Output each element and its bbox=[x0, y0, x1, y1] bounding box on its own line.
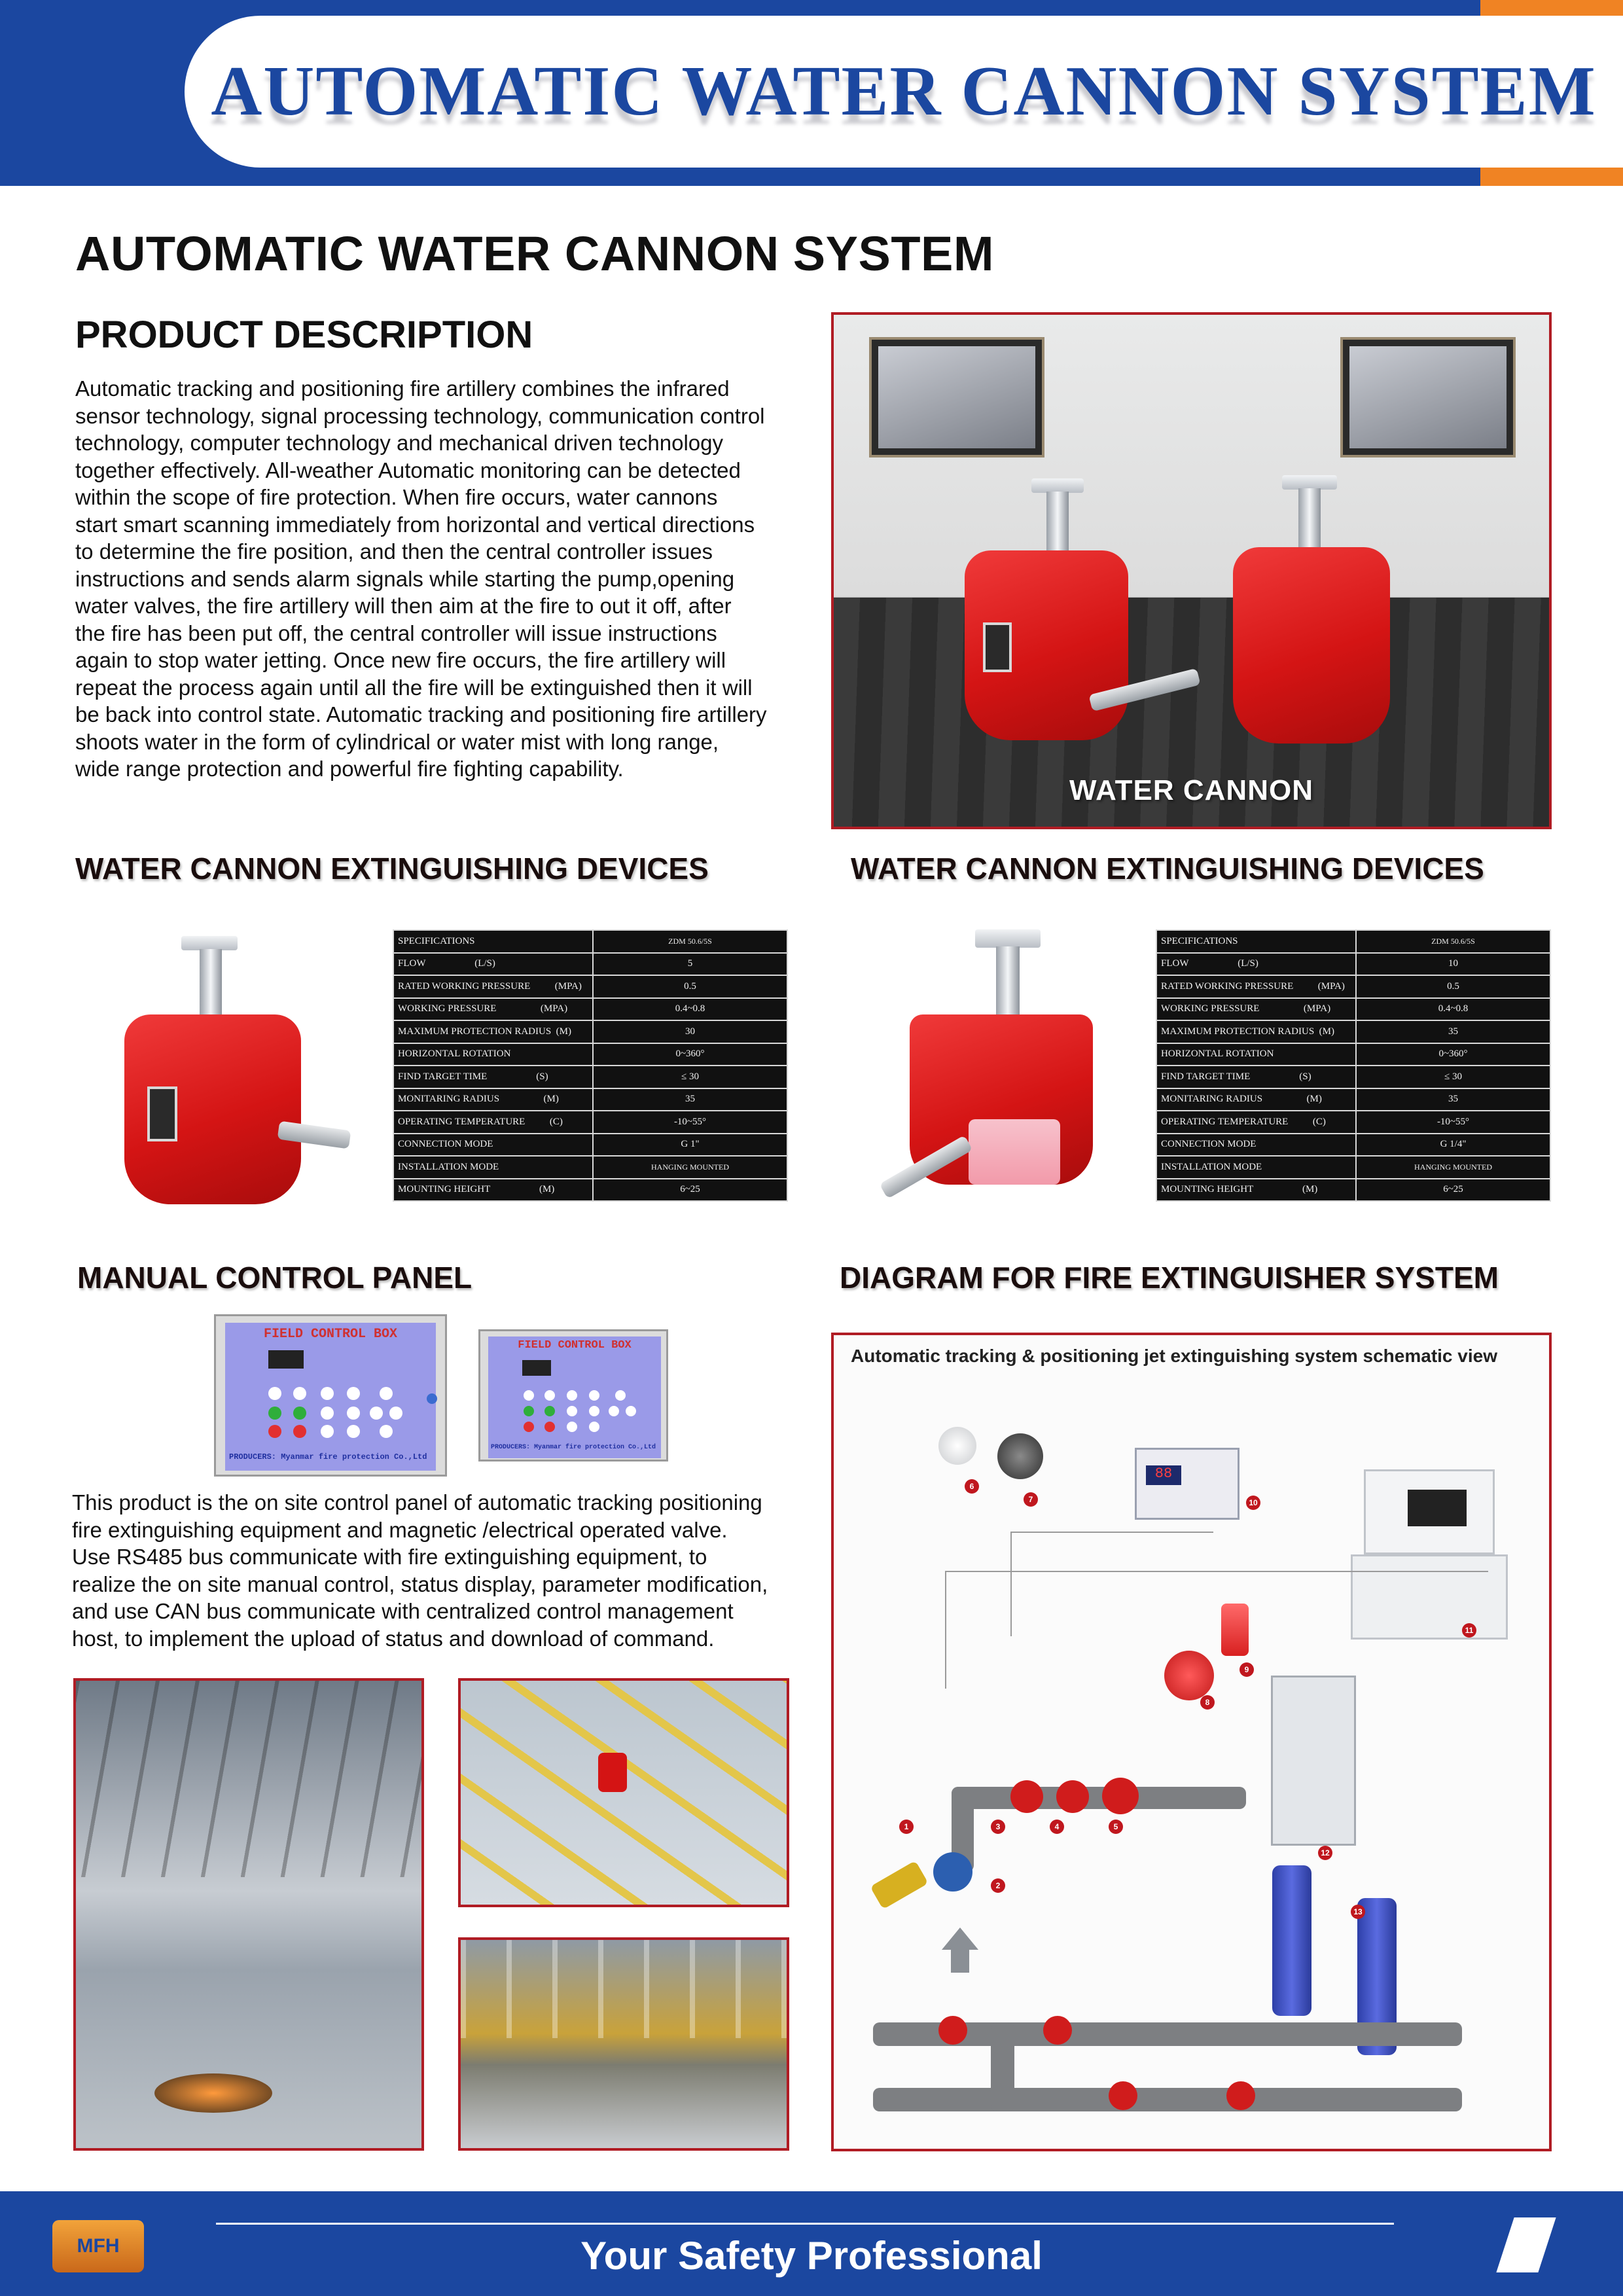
text-line: Use RS485 bus communicate with fire extinguishing equipment, to bbox=[72, 1545, 707, 1569]
system-schematic-diagram bbox=[831, 1333, 1552, 2151]
field-control-box-large bbox=[214, 1314, 447, 1477]
spec-label: FLOW (L/S) bbox=[1156, 953, 1356, 976]
electric-cabinet bbox=[1271, 1676, 1356, 1846]
text-line: Automatic tracking and positioning fire artillery combines the infrared bbox=[75, 376, 730, 401]
spec-row bbox=[393, 1088, 787, 1111]
manual-panel-heading: MANUAL CONTROL PANEL bbox=[77, 1261, 473, 1295]
text-line: shoots water in the form of cylindrical or water mist with long range, bbox=[75, 729, 719, 754]
marker-1: 1 bbox=[899, 1820, 914, 1834]
spec-value: -10~55° bbox=[593, 1111, 787, 1134]
marker-12: 12 bbox=[1318, 1846, 1332, 1860]
spec-value: 35 bbox=[1356, 1088, 1550, 1111]
cannon-nozzle-icon bbox=[870, 1861, 928, 1910]
spec-table-1 bbox=[393, 929, 788, 1202]
spec-value: ≤ 30 bbox=[1356, 1066, 1550, 1088]
spec-label: HORIZONTAL ROTATION bbox=[393, 1043, 593, 1066]
spec-label: FLOW (L/S) bbox=[393, 953, 593, 976]
spec-value: 0~360° bbox=[593, 1043, 787, 1066]
spec-label: MONITARING RADIUS (M) bbox=[393, 1088, 593, 1111]
spec-row bbox=[1156, 1020, 1550, 1043]
spec-value: HANGING MOUNTED bbox=[1356, 1156, 1550, 1179]
text-line: water valves, the fire artillery will then aim at the fire to out it off, after bbox=[75, 594, 732, 618]
text-line: sensor technology, signal processing technology, communication control bbox=[75, 403, 765, 428]
device-photo-1 bbox=[121, 929, 357, 1204]
footer-slogan: Your Safety Professional bbox=[580, 2234, 1043, 2278]
field-control-box-small: FIELD CONTROL BOX PRODUCERS: Myanmar fire protection Co.,Ltd bbox=[478, 1329, 668, 1462]
spec-row bbox=[393, 953, 787, 976]
marker-7: 7 bbox=[1024, 1492, 1038, 1507]
spec-value: G 1" bbox=[593, 1134, 787, 1157]
spec-table-2 bbox=[1156, 929, 1551, 1202]
spec-label: FIND TARGET TIME (S) bbox=[393, 1066, 593, 1088]
spec-row bbox=[393, 1020, 787, 1043]
text-line: technology, computer technology and mechanical driven technology bbox=[75, 431, 723, 455]
device-photo-2 bbox=[870, 923, 1106, 1198]
arrow-up-icon bbox=[942, 1928, 978, 1950]
text-line: start smart scanning immediately from horizontal and vertical directions bbox=[75, 512, 755, 537]
spec-label: RATED WORKING PRESSURE (MPA) bbox=[393, 975, 593, 998]
spec-label: CONNECTION MODE bbox=[1156, 1134, 1356, 1157]
spec-row bbox=[393, 1134, 787, 1157]
marker-4: 4 bbox=[1050, 1820, 1064, 1834]
spec-value: 35 bbox=[1356, 1020, 1550, 1043]
hero-label: WATER CANNON bbox=[1069, 774, 1313, 806]
marker-8: 8 bbox=[1200, 1695, 1215, 1710]
marker-3: 3 bbox=[991, 1820, 1005, 1834]
text-line: wide range protection and powerful fire fighting capability. bbox=[75, 757, 624, 781]
spec-row bbox=[393, 1043, 787, 1066]
spec-row bbox=[393, 1111, 787, 1134]
spec-value: ZDM 50.6/5S bbox=[593, 930, 787, 953]
spec-value: 0.5 bbox=[1356, 975, 1550, 998]
control-box-display bbox=[268, 1350, 304, 1369]
spec-value: G 1/4" bbox=[1356, 1134, 1550, 1157]
spec-value: 0.4~0.8 bbox=[593, 998, 787, 1021]
spec-label: CONNECTION MODE bbox=[393, 1134, 593, 1157]
diagram-heading: DIAGRAM FOR FIRE EXTINGUISHER SYSTEM bbox=[840, 1261, 1499, 1295]
spec-value: HANGING MOUNTED bbox=[593, 1156, 787, 1179]
spec-row bbox=[1156, 1156, 1550, 1179]
marker-13: 13 bbox=[1351, 1905, 1365, 1919]
alarm-bell-icon bbox=[1164, 1651, 1214, 1700]
banner-title: AUTOMATIC WATER CANNON SYSTEM bbox=[211, 52, 1597, 130]
camera-icon bbox=[938, 1427, 976, 1465]
spec-label: SPECIFICATIONS bbox=[393, 930, 593, 953]
spec-label: HORIZONTAL ROTATION bbox=[1156, 1043, 1356, 1066]
lock-icon bbox=[427, 1393, 437, 1404]
company-logo: MFH bbox=[52, 2220, 144, 2272]
spec-label: MOUNTING HEIGHT (M) bbox=[393, 1179, 593, 1202]
controller-display: 88 bbox=[1146, 1465, 1181, 1485]
valve-icon bbox=[1056, 1780, 1089, 1813]
marker-6: 6 bbox=[965, 1479, 979, 1494]
spec-label: INSTALLATION MODE bbox=[1156, 1156, 1356, 1179]
text-line: This product is the on site control panel of automatic tracking positioning bbox=[72, 1490, 762, 1515]
spec-value: 6~25 bbox=[1356, 1179, 1550, 1202]
devices-heading-right: WATER CANNON EXTINGUISHING DEVICES bbox=[851, 852, 1484, 886]
text-line: again to stop water jetting. Once new fire occurs, the fire artillery will bbox=[75, 648, 726, 672]
spec-label: WORKING PRESSURE (MPA) bbox=[1156, 998, 1356, 1021]
spec-value: 10 bbox=[1356, 953, 1550, 976]
spec-row bbox=[1156, 1066, 1550, 1088]
spec-row bbox=[1156, 1179, 1550, 1202]
warehouse-spray-photo bbox=[73, 1678, 424, 2151]
spec-value: 0~360° bbox=[1356, 1043, 1550, 1066]
spec-row bbox=[393, 930, 787, 953]
spec-label: MAXIMUM PROTECTION RADIUS (M) bbox=[1156, 1020, 1356, 1043]
spec-row bbox=[1156, 998, 1550, 1021]
flow-indicator-icon bbox=[933, 1852, 972, 1892]
text-line: host, to implement the upload of status and download of command. bbox=[72, 1626, 715, 1651]
page-title: AUTOMATIC WATER CANNON SYSTEM bbox=[75, 226, 995, 281]
text-line: to determine the fire position, and then the central controller issues bbox=[75, 539, 713, 564]
factory-hall-photo bbox=[458, 1937, 789, 2151]
gate-valve-icon bbox=[1102, 1778, 1139, 1814]
spec-row bbox=[1156, 1088, 1550, 1111]
spec-value: ZDM 50.6/5S bbox=[1356, 930, 1550, 953]
strobe-light-icon bbox=[1221, 1604, 1249, 1656]
text-line: be back into control state. Automatic tracking and positioning fire artillery bbox=[75, 702, 767, 726]
spec-label: SPECIFICATIONS bbox=[1156, 930, 1356, 953]
text-line: fire extinguishing equipment and magnetic /electrical operated valve. bbox=[72, 1517, 728, 1542]
management-host bbox=[1364, 1469, 1495, 1554]
wall-picture-right bbox=[1343, 340, 1513, 455]
water-cannon-device bbox=[1233, 547, 1390, 744]
manual-panel-text bbox=[72, 1489, 812, 1652]
spec-label: OPERATING TEMPERATURE (C) bbox=[393, 1111, 593, 1134]
spec-row bbox=[393, 1156, 787, 1179]
detector-icon bbox=[997, 1433, 1043, 1479]
spec-value: 35 bbox=[593, 1088, 787, 1111]
devices-heading-left: WATER CANNON EXTINGUISHING DEVICES bbox=[75, 852, 709, 886]
text-line: the fire has been put off, the central controller will issue instructions bbox=[75, 620, 717, 645]
marker-11: 11 bbox=[1462, 1623, 1476, 1638]
marker-5: 5 bbox=[1109, 1820, 1123, 1834]
spec-label: FIND TARGET TIME (S) bbox=[1156, 1066, 1356, 1088]
spec-label: MAXIMUM PROTECTION RADIUS (M) bbox=[393, 1020, 593, 1043]
text-line: realize the on site manual control, status display, parameter modification, bbox=[72, 1571, 768, 1596]
valve-icon bbox=[1010, 1780, 1043, 1813]
product-description-heading: PRODUCT DESCRIPTION bbox=[75, 314, 533, 356]
spec-row bbox=[1156, 930, 1550, 953]
spec-row bbox=[393, 975, 787, 998]
spec-row bbox=[1156, 1111, 1550, 1134]
spec-value: ≤ 30 bbox=[593, 1066, 787, 1088]
spec-row bbox=[393, 1066, 787, 1088]
control-box-producer: PRODUCERS: Myanmar fire protection Co.,Ltd bbox=[229, 1452, 427, 1462]
marker-10: 10 bbox=[1246, 1496, 1260, 1510]
hero-water-cannon-photo bbox=[831, 312, 1552, 829]
spec-value: -10~55° bbox=[1356, 1111, 1550, 1134]
spec-label: MOUNTING HEIGHT (M) bbox=[1156, 1179, 1356, 1202]
text-line: repeat the process again until all the fire will be extinguished then it will bbox=[75, 675, 753, 700]
spec-row bbox=[393, 1179, 787, 1202]
spec-row bbox=[1156, 1043, 1550, 1066]
spec-value: 0.4~0.8 bbox=[1356, 998, 1550, 1021]
spec-label: WORKING PRESSURE (MPA) bbox=[393, 998, 593, 1021]
spec-row bbox=[1156, 1134, 1550, 1157]
central-controller bbox=[1135, 1448, 1240, 1520]
spec-label: INSTALLATION MODE bbox=[393, 1156, 593, 1179]
spec-value: 5 bbox=[593, 953, 787, 976]
text-line: and use CAN bus communicate with centralized control management bbox=[72, 1599, 734, 1623]
spec-value: 30 bbox=[593, 1020, 787, 1043]
spec-label: RATED WORKING PRESSURE (MPA) bbox=[1156, 975, 1356, 998]
text-line: within the scope of fire protection. When fire occurs, water cannons bbox=[75, 485, 718, 509]
control-box-title: FIELD CONTROL BOX bbox=[263, 1327, 398, 1342]
text-line: instructions and sends alarm signals while starting the pump,opening bbox=[75, 566, 735, 591]
wall-picture-left bbox=[872, 340, 1042, 455]
spec-row bbox=[393, 998, 787, 1021]
pump-icon bbox=[1272, 1865, 1311, 2016]
spec-value: 6~25 bbox=[593, 1179, 787, 1202]
ceiling-cannon-photo bbox=[458, 1678, 789, 1907]
schematic-title: Automatic tracking & positioning jet extinguishing system schematic view bbox=[851, 1346, 1497, 1366]
marker-2: 2 bbox=[991, 1878, 1005, 1893]
spec-row bbox=[1156, 953, 1550, 976]
spec-label: OPERATING TEMPERATURE (C) bbox=[1156, 1111, 1356, 1134]
spec-value: 0.5 bbox=[593, 975, 787, 998]
spec-row bbox=[1156, 975, 1550, 998]
spec-label: MONITARING RADIUS (M) bbox=[1156, 1088, 1356, 1111]
marker-9: 9 bbox=[1240, 1662, 1254, 1677]
text-line: together effectively. All-weather Automatic monitoring can be detected bbox=[75, 457, 741, 482]
product-description-text bbox=[75, 375, 813, 783]
